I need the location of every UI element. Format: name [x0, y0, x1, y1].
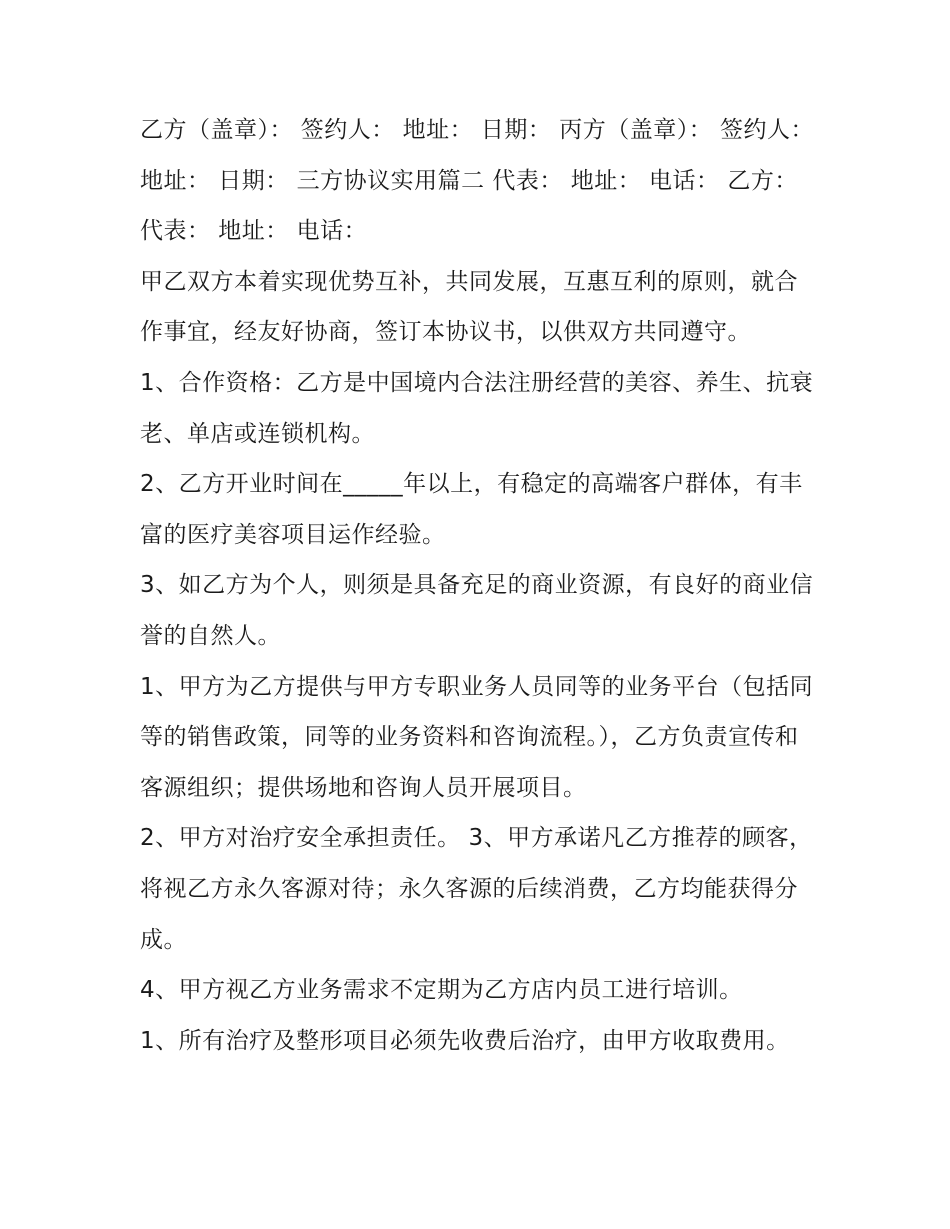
paragraph-signatures: 乙方（盖章）： 签约人： 地址： 日期： 丙方（盖章）： 签约人： 地址： 日期： 三方协议实用篇二 代表： 地址： 电话： 乙方： 代表： 地址： 电话： [140, 117, 815, 245]
paragraph-fees-1: 1、所有治疗及整形项目必须先收费后治疗，由甲方收取费用。 [140, 1027, 790, 1054]
paragraph-qualification-3: 3、如乙方为个人，则须是具备充足的商业资源，有良好的商业信誉的自然人。 [140, 572, 814, 649]
document-body [140, 105, 820, 1066]
paragraph-preamble: 甲乙双方本着实现优势互补，共同发展，互惠互利的原则，就合作事宜，经友好协商，签订本协议书，以供双方共同遵守。 [140, 268, 798, 346]
paragraph-party-a-duty-4: 4、甲方视乙方业务需求不定期为乙方店内员工进行培训。 [140, 977, 743, 1004]
paragraph-qualification-2: 2、乙方开业时间在_____年以上，有稳定的高端客户群体，有丰富的医疗美容项目运作经验。 [140, 471, 803, 548]
paragraph-party-a-duty-2-3: 2、甲方对治疗安全承担责任。 3、甲方承诺凡乙方推荐的顾客，将视乙方永久客源对待；永久客源的后续消费，乙方均能获得分成。 [140, 825, 813, 953]
paragraph-qualification-1: 1、合作资格：乙方是中国境内合法注册经营的美容、养生、抗衰老、单店或连锁机构。 [140, 369, 814, 447]
paragraph-party-a-duty-1: 1、甲方为乙方提供与甲方专职业务人员同等的业务平台（包括同等的销售政策，同等的业务资料和咨询流程。），乙方负责宣传和客源组织；提供场地和咨询人员开展项目。 [140, 673, 814, 801]
